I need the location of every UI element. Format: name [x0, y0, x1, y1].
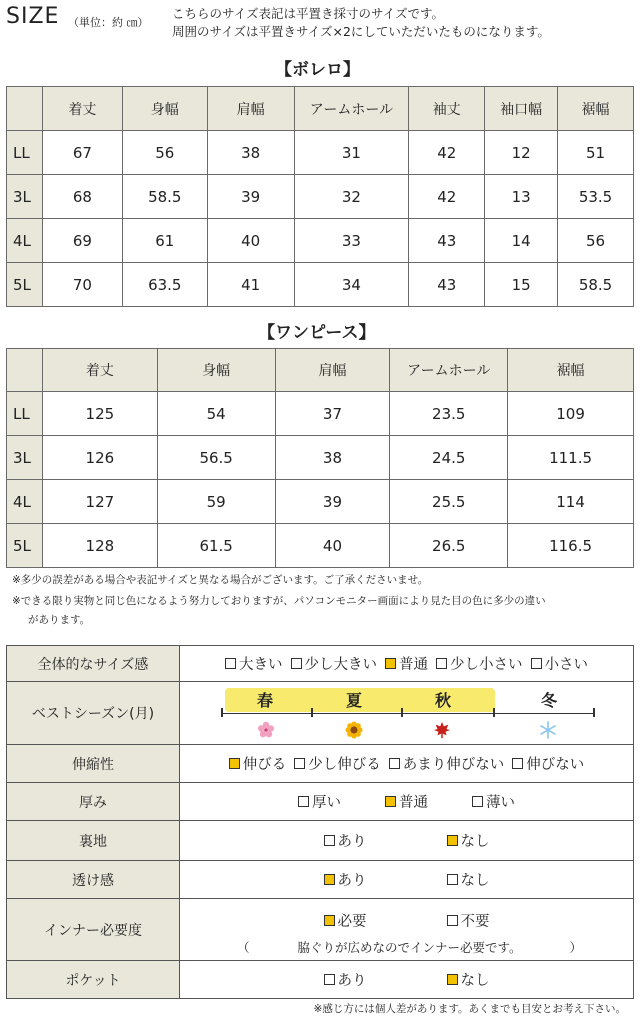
pocket-option-text: あり	[337, 973, 367, 989]
season-chart	[180, 682, 634, 745]
bolero-size-value: 31	[294, 131, 409, 175]
unchecked-box-icon	[389, 758, 400, 769]
fit-options	[180, 646, 634, 682]
pocket-option	[447, 969, 490, 990]
bolero-size-value: 58.5	[122, 175, 207, 219]
onepiece-header-cell: アームホール	[390, 349, 508, 392]
stretch-option	[294, 753, 381, 774]
inner-note-close: ）	[569, 939, 582, 955]
onepiece-size-value: 127	[42, 480, 157, 524]
inner-option-text: 必要	[337, 914, 367, 930]
bolero-header-cell: 肩幅	[207, 87, 294, 131]
stretch-option	[229, 753, 287, 774]
checked-box-icon	[385, 796, 396, 807]
bolero-size-row	[7, 175, 634, 219]
fit-option	[531, 653, 589, 674]
fit-label: 全体的なサイズ感	[7, 646, 180, 682]
onepiece-header-cell: 着丈	[42, 349, 157, 392]
bolero-size-value: 53.5	[558, 175, 634, 219]
checked-box-icon	[447, 974, 458, 985]
inner-option-text: 不要	[460, 914, 490, 930]
bolero-size-value: 12	[485, 131, 558, 175]
unchecked-box-icon	[512, 758, 523, 769]
bolero-header-cell: 裾幅	[558, 87, 634, 131]
inner-label: インナー必要度	[7, 899, 180, 961]
thickness-options	[180, 783, 634, 821]
onepiece-size-value: 54	[157, 392, 275, 436]
bolero-size-value: 32	[294, 175, 409, 219]
unchecked-box-icon	[472, 796, 483, 807]
snowflake-icon	[539, 721, 557, 739]
disclaimer-line-1: ※多少の誤差がある場合や表記サイズと異なる場合がございます。ご了承くださいませ。	[12, 574, 429, 586]
circumference-note: 周囲のサイズは平置きサイズ×2にしていただいたものになります。	[172, 24, 550, 39]
unchecked-box-icon	[447, 874, 458, 885]
checked-box-icon	[447, 835, 458, 846]
sakura-icon	[257, 721, 275, 739]
thickness-option	[385, 791, 428, 812]
fit-option	[385, 653, 428, 674]
unchecked-box-icon	[447, 915, 458, 926]
unchecked-box-icon	[291, 658, 302, 669]
onepiece-size-label: LL	[7, 392, 43, 436]
season-tick	[493, 708, 495, 717]
onepiece-size-label: 5L	[7, 524, 43, 568]
onepiece-size-label: 4L	[7, 480, 43, 524]
checked-box-icon	[229, 758, 240, 769]
onepiece-size-value: 114	[508, 480, 634, 524]
unchecked-box-icon	[294, 758, 305, 769]
season-tick	[593, 708, 595, 717]
onepiece-size-row	[7, 480, 634, 524]
bolero-size-value: 56	[122, 131, 207, 175]
onepiece-size-value: 59	[157, 480, 275, 524]
fit-option-text: 小さい	[544, 657, 588, 673]
bolero-size-value: 41	[207, 263, 294, 307]
bolero-size-label: 4L	[7, 219, 43, 263]
unchecked-box-icon	[324, 974, 335, 985]
fit-option	[291, 653, 378, 674]
onepiece-size-value: 56.5	[157, 436, 275, 480]
onepiece-header-cell: 肩幅	[275, 349, 390, 392]
sheer-option-text: あり	[337, 873, 367, 889]
thickness-option	[472, 791, 515, 812]
bolero-title: 【ボレロ】	[275, 60, 360, 80]
stretch-option-text: あまり伸びない	[402, 757, 505, 773]
sheer-option-text: なし	[460, 873, 490, 889]
onepiece-size-value: 25.5	[390, 480, 508, 524]
lining-option	[324, 830, 367, 851]
bolero-size-value: 51	[558, 131, 634, 175]
onepiece-size-label: 3L	[7, 436, 43, 480]
stretch-option	[512, 753, 584, 774]
season-spring: 春	[256, 691, 273, 710]
bolero-size-value: 39	[207, 175, 294, 219]
onepiece-size-value: 37	[275, 392, 390, 436]
thickness-option	[298, 791, 341, 812]
bolero-size-value: 43	[409, 219, 485, 263]
season-tick	[401, 708, 403, 717]
lining-label: 裏地	[7, 821, 180, 861]
inner-option	[324, 910, 367, 931]
bolero-size-value: 56	[558, 219, 634, 263]
fit-option-text: 普通	[399, 657, 428, 673]
sheer-option	[324, 869, 367, 890]
sheer-option	[447, 869, 490, 890]
onepiece-size-value: 126	[42, 436, 157, 480]
measure-note: こちらのサイズ表記は平置き採寸のサイズです。	[172, 6, 445, 21]
lining-option	[447, 830, 490, 851]
bolero-size-value: 42	[409, 175, 485, 219]
bolero-size-value: 14	[485, 219, 558, 263]
stretch-option-text: 少し伸びる	[308, 757, 381, 773]
bolero-header-cell: アームホール	[294, 87, 409, 131]
thickness-option-text: 厚い	[312, 795, 341, 811]
disclaimer-line-2: ※できる限り実物と同じ色になるよう努力しておりますが、パソコンモニター画面により見た目の色に多少の違い	[12, 595, 546, 607]
onepiece-size-value: 128	[42, 524, 157, 568]
bolero-header-cell: 身幅	[122, 87, 207, 131]
lining-option-text: なし	[460, 834, 490, 850]
disclaimer-line-3: があります。	[28, 614, 91, 626]
bolero-size-value: 68	[42, 175, 122, 219]
inner-option	[447, 910, 490, 931]
onepiece-size-value: 24.5	[390, 436, 508, 480]
thickness-option-text: 薄い	[486, 795, 515, 811]
stretch-option	[389, 753, 505, 774]
unchecked-box-icon	[225, 658, 236, 669]
stretch-option-text: 伸びない	[526, 757, 585, 773]
bolero-size-value: 42	[409, 131, 485, 175]
unchecked-box-icon	[298, 796, 309, 807]
fabric-feel-table	[6, 645, 634, 999]
bolero-size-label: 5L	[7, 263, 43, 307]
bolero-size-table	[6, 86, 634, 307]
bolero-size-value: 58.5	[558, 263, 634, 307]
onepiece-size-value: 23.5	[390, 392, 508, 436]
onepiece-size-value: 61.5	[157, 524, 275, 568]
fit-option	[436, 653, 523, 674]
bolero-size-value: 34	[294, 263, 409, 307]
maple-leaf-icon	[433, 721, 451, 739]
bolero-size-row	[7, 263, 634, 307]
onepiece-size-row	[7, 436, 634, 480]
bolero-size-value: 40	[207, 219, 294, 263]
season-tick	[221, 708, 223, 717]
onepiece-size-row	[7, 524, 634, 568]
onepiece-size-table	[6, 348, 634, 568]
fit-option-text: 少し大きい	[304, 657, 377, 673]
bolero-header-cell	[7, 87, 43, 131]
size-title: SIZE	[6, 4, 60, 29]
unchecked-box-icon	[531, 658, 542, 669]
sheer-options	[180, 861, 634, 899]
bolero-size-value: 69	[42, 219, 122, 263]
onepiece-header-cell	[7, 349, 43, 392]
onepiece-size-value: 40	[275, 524, 390, 568]
bolero-size-label: LL	[7, 131, 43, 175]
stretch-option-text: 伸びる	[242, 757, 287, 773]
onepiece-size-value: 116.5	[508, 524, 634, 568]
inner-note-open: （	[237, 939, 250, 955]
onepiece-header-cell: 裾幅	[508, 349, 634, 392]
pocket-option-text: なし	[460, 973, 490, 989]
season-label: ベストシーズン(月)	[7, 682, 180, 745]
onepiece-size-value: 26.5	[390, 524, 508, 568]
onepiece-size-value: 39	[275, 480, 390, 524]
season-tick	[311, 708, 313, 717]
pocket-option	[324, 969, 367, 990]
bolero-size-value: 70	[42, 263, 122, 307]
bolero-size-value: 43	[409, 263, 485, 307]
checked-box-icon	[324, 915, 335, 926]
season-winter: 冬	[540, 691, 557, 710]
inner-note: 脇ぐりが広めなのでインナー必要です。	[297, 939, 522, 955]
onepiece-size-value: 38	[275, 436, 390, 480]
fit-option-text: 大きい	[239, 657, 283, 673]
sheer-label: 透け感	[7, 861, 180, 899]
season-autumn: 秋	[434, 691, 451, 710]
thickness-label: 厚み	[7, 783, 180, 821]
onepiece-size-value: 111.5	[508, 436, 634, 480]
stretch-options	[180, 745, 634, 783]
bolero-header-cell: 着丈	[42, 87, 122, 131]
pocket-label: ポケット	[7, 961, 180, 999]
stretch-label: 伸縮性	[7, 745, 180, 783]
fit-option	[225, 653, 283, 674]
season-axis	[221, 713, 595, 714]
bolero-size-value: 33	[294, 219, 409, 263]
unchecked-box-icon	[324, 835, 335, 846]
sunflower-icon	[345, 721, 363, 739]
season-summer: 夏	[345, 691, 362, 710]
bolero-size-value: 67	[42, 131, 122, 175]
bolero-header-cell: 袖口幅	[485, 87, 558, 131]
onepiece-size-value: 125	[42, 392, 157, 436]
onepiece-size-value: 109	[508, 392, 634, 436]
fit-option-text: 少し小さい	[450, 657, 523, 673]
onepiece-header-cell: 身幅	[157, 349, 275, 392]
bolero-size-row	[7, 131, 634, 175]
bolero-size-row	[7, 219, 634, 263]
lining-option-text: あり	[337, 834, 367, 850]
bolero-size-value: 61	[122, 219, 207, 263]
bolero-size-value: 63.5	[122, 263, 207, 307]
bolero-size-label: 3L	[7, 175, 43, 219]
checked-box-icon	[385, 658, 396, 669]
bolero-size-value: 15	[485, 263, 558, 307]
inner-options	[180, 899, 634, 961]
checked-box-icon	[324, 874, 335, 885]
lining-options	[180, 821, 634, 861]
size-unit: （単位：約 ㎝）	[68, 16, 149, 29]
footer-note: ※感じ方には個人差があります。あくまでも目安とお考え下さい。	[313, 1003, 626, 1015]
onepiece-header-row	[7, 349, 634, 392]
bolero-size-value: 13	[485, 175, 558, 219]
pocket-options	[180, 961, 634, 999]
thickness-option-text: 普通	[399, 795, 428, 811]
unchecked-box-icon	[436, 658, 447, 669]
bolero-header-row	[7, 87, 634, 131]
bolero-size-value: 38	[207, 131, 294, 175]
onepiece-title: 【ワンピース】	[258, 323, 376, 343]
bolero-header-cell: 袖丈	[409, 87, 485, 131]
onepiece-size-row	[7, 392, 634, 436]
